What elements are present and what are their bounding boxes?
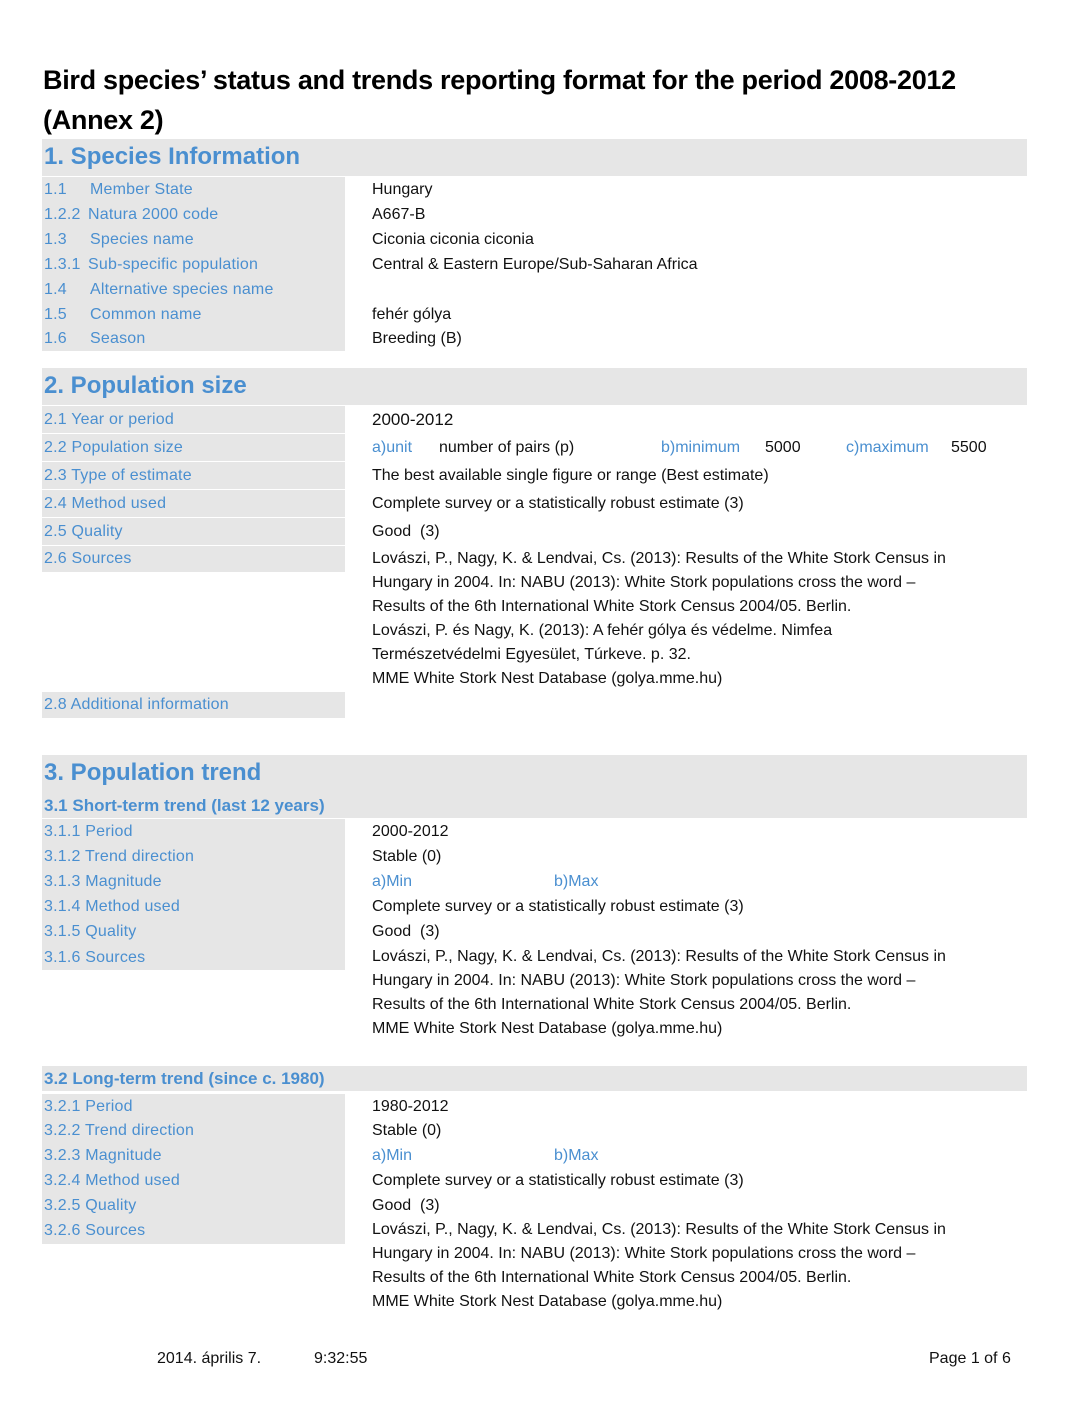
section-1-title: 1. Species Information [44, 143, 301, 170]
source-line: Hungary in 2004. In: NABU (2013): White Stork populations cross the word – [372, 574, 916, 591]
source-line: Results of the 6th International White Stork Census 2004/05. Berlin. [372, 1269, 852, 1286]
unit-value: number of pairs (p) [439, 439, 575, 456]
short-method-used-value: Complete survey or a statistically robust estimate (3) [372, 898, 744, 915]
quality-value: Good (3) [372, 523, 440, 540]
source-line: Természetvédelmi Egyesület, Túrkeve. p. 32. [372, 646, 691, 663]
long-term-trend-title: 3.2 Long-term trend (since c. 1980) [44, 1069, 325, 1088]
long-quality-value: Good (3) [372, 1197, 440, 1214]
member-state-value: Hungary [372, 181, 433, 198]
source-line: MME White Stork Nest Database (golya.mme.hu) [372, 1293, 723, 1310]
row-number: 1.5 [44, 306, 67, 323]
source-line: Results of the 6th International White Stork Census 2004/05. Berlin. [372, 996, 852, 1013]
long-trend-direction-value: Stable (0) [372, 1122, 442, 1139]
common-name-value: fehér gólya [372, 306, 452, 323]
row-label: Common name [90, 306, 202, 323]
row-label: Season [90, 330, 146, 347]
row-number: 1.3 [44, 231, 67, 248]
footer-page-number: Page 1 of 6 [929, 1350, 1011, 1367]
row-number: 1.3.1 [44, 256, 81, 273]
short-trend-direction-value: Stable (0) [372, 848, 442, 865]
row-label: Member State [90, 181, 193, 198]
natura-code-value: A667-B [372, 206, 426, 223]
source-line: Lovászi, P., Nagy, K. & Lendvai, Cs. (2013): Results of the White Stork Census in [372, 550, 946, 567]
short-sources-value [372, 945, 1012, 1041]
source-line: MME White Stork Nest Database (golya.mme.hu) [372, 670, 723, 687]
year-period-value: 2000-2012 [372, 410, 454, 429]
year-period-label: 2.1 Year or period [42, 406, 345, 433]
short-quality-value: Good (3) [372, 923, 440, 940]
long-magnitude-min-label: a)Min [372, 1147, 413, 1164]
long-method-used-value: Complete survey or a statistically robust estimate (3) [372, 1172, 744, 1189]
footer-time: 9:32:55 [314, 1350, 368, 1367]
source-line: MME White Stork Nest Database (golya.mme.hu) [372, 1020, 723, 1037]
type-of-estimate-value: The best available single figure or range (Best estimate) [372, 467, 769, 484]
short-period-value: 2000-2012 [372, 823, 449, 840]
short-trend-direction-label: 3.1.2 Trend direction [42, 844, 345, 869]
method-used-value: Complete survey or a statistically robust estimate (3) [372, 495, 744, 512]
short-method-used-label: 3.1.4 Method used [42, 894, 345, 919]
short-magnitude-min-label: a)Min [372, 873, 413, 890]
quality-label: 2.5 Quality [42, 518, 345, 545]
population-size-label: 2.2 Population size [42, 434, 345, 461]
species-name-value: Ciconia ciconia ciconia [372, 231, 534, 248]
source-line: Lovászi, P., Nagy, K. & Lendvai, Cs. (2013): Results of the White Stork Census in [372, 1221, 946, 1238]
sub-specific-population-value: Central & Eastern Europe/Sub-Saharan Africa [372, 256, 698, 273]
source-line: Lovászi, P., Nagy, K. & Lendvai, Cs. (2013): Results of the White Stork Census in [372, 948, 946, 965]
short-period-label: 3.1.1 Period [42, 819, 345, 844]
long-period-label: 3.2.1 Period [42, 1094, 345, 1119]
row-number: 1.2.2 [44, 206, 81, 223]
long-trend-direction-label: 3.2.2 Trend direction [42, 1119, 345, 1143]
type-of-estimate-label: 2.3 Type of estimate [42, 462, 345, 489]
long-magnitude-max-label: b)Max [554, 1147, 599, 1164]
row-label: Natura 2000 code [88, 206, 219, 223]
sources-value [372, 547, 1012, 691]
long-magnitude-label: 3.2.3 Magnitude [42, 1143, 345, 1168]
row-label: Species name [90, 231, 194, 248]
short-magnitude-max-label: b)Max [554, 873, 599, 890]
long-period-value: 1980-2012 [372, 1098, 449, 1115]
short-term-trend-title: 3.1 Short-term trend (last 12 years) [44, 796, 325, 815]
additional-information-label: 2.8 Additional information [42, 692, 345, 718]
unit-label: a)unit [372, 439, 413, 456]
short-quality-label: 3.1.5 Quality [42, 919, 345, 945]
maximum-value: 5500 [951, 439, 987, 456]
minimum-label: b)minimum [661, 439, 741, 456]
source-line: Hungary in 2004. In: NABU (2013): White Stork populations cross the word – [372, 1245, 916, 1262]
section-3-title: 3. Population trend [44, 759, 262, 786]
long-sources-value [372, 1218, 1012, 1314]
document-title: Bird species’ status and trends reporting format for the period 2008-2012 (Annex 2) [43, 65, 956, 135]
long-sources-label: 3.2.6 Sources [42, 1218, 345, 1244]
row-label: Sub-specific population [88, 256, 259, 273]
source-line: Hungary in 2004. In: NABU (2013): White Stork populations cross the word – [372, 972, 916, 989]
row-number: 1.6 [44, 330, 67, 347]
source-line: Lovászi, P. és Nagy, K. (2013): A fehér gólya és védelme. Nimfea [372, 622, 833, 639]
method-used-label: 2.4 Method used [42, 490, 345, 517]
row-label: Alternative species name [90, 281, 274, 298]
long-method-used-label: 3.2.4 Method used [42, 1168, 345, 1193]
sources-label: 2.6 Sources [42, 546, 345, 572]
section-2-title: 2. Population size [44, 372, 247, 399]
short-magnitude-label: 3.1.3 Magnitude [42, 869, 345, 894]
short-sources-label: 3.1.6 Sources [42, 945, 345, 970]
season-value: Breeding (B) [372, 330, 462, 347]
minimum-value: 5000 [765, 439, 801, 456]
long-quality-label: 3.2.5 Quality [42, 1193, 345, 1218]
maximum-label: c)maximum [846, 439, 929, 456]
source-line: Results of the 6th International White Stork Census 2004/05. Berlin. [372, 598, 852, 615]
row-number: 1.1 [44, 181, 67, 198]
footer-date: 2014. április 7. [157, 1350, 262, 1367]
row-number: 1.4 [44, 281, 67, 298]
